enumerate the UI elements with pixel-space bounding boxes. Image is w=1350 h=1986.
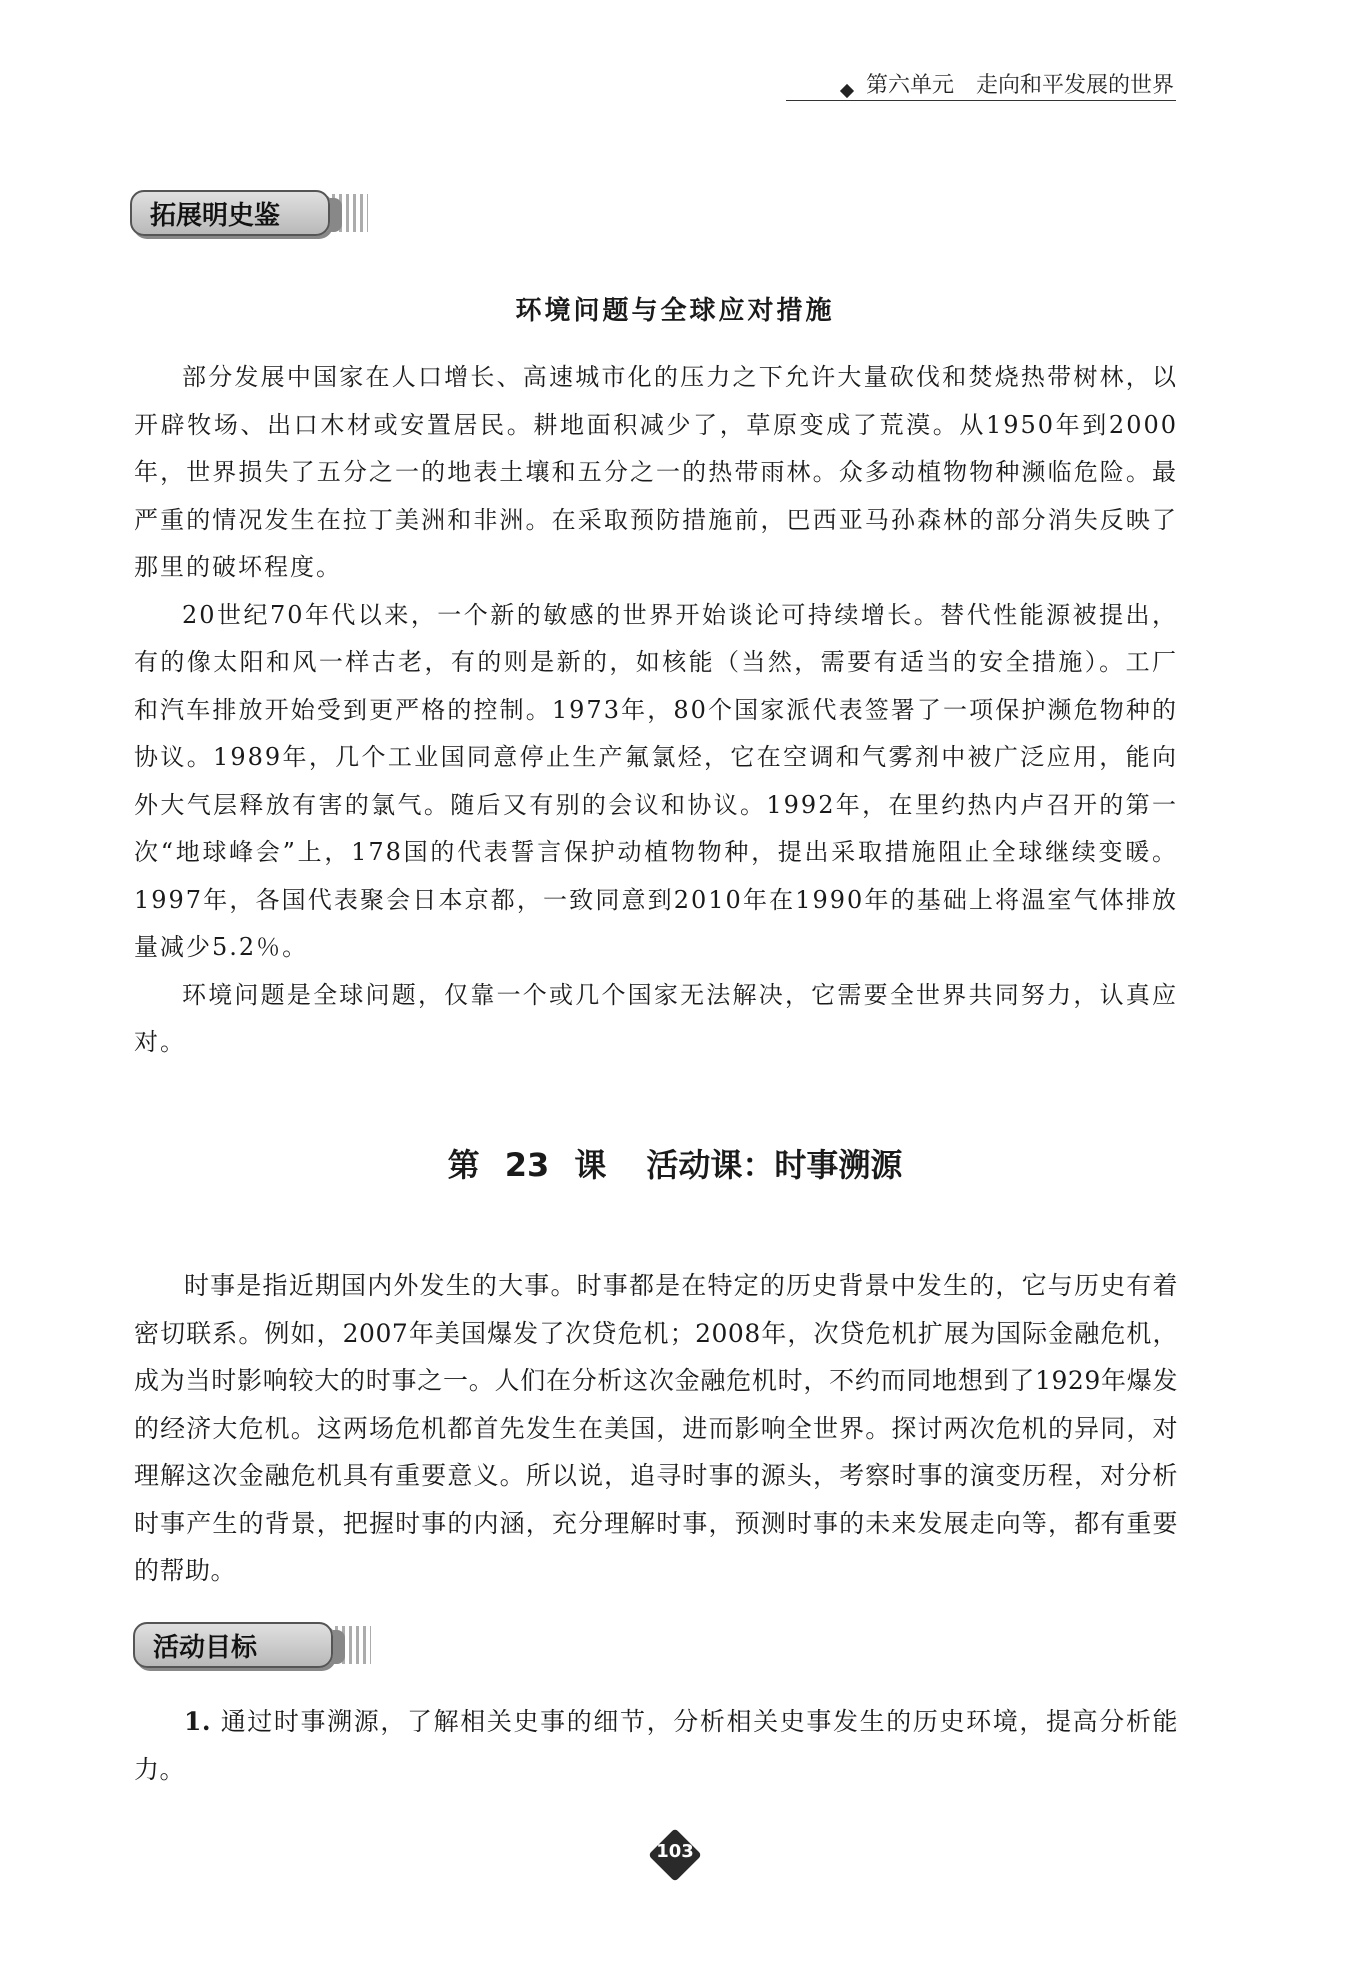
article-paragraph: 20世纪70年代以来，一个新的敏感的世界开始谈论可持续增长。替代性能源被提出，有的像太阳和风一样古老，有的则是新的，如核能（当然，需要有适当的安全措施）。工厂和汽车排放开始受到更严格的控制。1973年，80个国家派代表签署了一项保护濒危物种的协议。1989年，几个工业国同意停止生产氟氯烃，它在空调和气雾剂中被广泛应用，能向外大气层释放有害的氯气。随后又有别的会议和协议。1992年，在里约热内卢召开的第一次“地球峰会”上，178国的代表誓言保护动植物物种，提出采取措施阻止全球继续变暖。1997年，各国代表聚会日本京都，一致同意到2010年在1990年的基础上将温室气体排放量减少5.2％。 — [134, 600, 1178, 961]
goal-number: 1. — [184, 1707, 212, 1736]
unit-title: 走向和平发展的世界 — [975, 73, 1174, 98]
goal-text: 通过时事溯源，了解相关史事的细节，分析相关史事发生的历史环境，提高分析能力。 — [134, 1707, 1178, 1784]
section-tab-goals — [133, 1622, 333, 1668]
lesson-number: 第 23 课 — [447, 1146, 607, 1184]
article-paragraph: 部分发展中国家在人口增长、高速城市化的压力之下允许大量砍伐和焚烧热带树林，以开辟牧场、出口木材或安置居民。耕地面积减少了，草原变成了荒漠。从1950年到2000年，世界损失了五分之一的地表土壤和五分之一的热带雨林。众多动植物物种濒临危险。最严重的情况发生在拉丁美洲和非洲。在采取预防措施前，巴西亚马孙森林的部分消失反映了那里的破坏程度。 — [134, 363, 1178, 581]
page-number: 103 — [656, 1841, 694, 1862]
running-header — [842, 68, 1174, 99]
lesson-intro-paragraph: 时事是指近期国内外发生的大事。时事都是在特定的历史背景中发生的，它与历史有着密切联系。例如，2007年美国爆发了次贷危机；2008年，次贷危机扩展为国际金融危机，成为当时影响较大的时事之一。人们在分析这次金融危机时，不约而同地想到了1929年爆发的经济大危机。这两场危机都首先发生在美国，进而影响全世界。探讨两次危机的异同，对理解这次金融危机具有重要意义。所以说，追寻时事的源头，考察时事的演变历程，对分析时事产生的背景，把握时事的内涵，充分理解时事，预测时事的未来发展走向等，都有重要的帮助。 — [134, 1271, 1178, 1585]
header-rule — [786, 100, 1176, 101]
lesson-heading — [0, 1140, 1350, 1186]
diamond-bullet-icon — [840, 83, 854, 97]
article-paragraph: 环境问题是全球问题，仅靠一个或几个国家无法解决，它需要全世界共同努力，认真应对。 — [134, 980, 1178, 1056]
article-body — [134, 354, 1178, 1067]
goal-item — [134, 1698, 1178, 1793]
article-title: 环境问题与全球应对措施 — [515, 296, 835, 326]
section-tab-label: 活动目标 — [153, 1632, 258, 1663]
lesson-title: 活动课：时事溯源 — [646, 1146, 903, 1184]
page-number-badge — [650, 1830, 700, 1880]
section-tab-label: 拓展明史鉴 — [150, 200, 281, 231]
lesson-intro — [134, 1262, 1178, 1595]
section-tab-extension — [130, 190, 330, 236]
tab-stripes-decoration — [335, 1626, 371, 1664]
unit-label: 第六单元 — [865, 73, 954, 98]
tab-stripes-decoration — [332, 194, 368, 232]
